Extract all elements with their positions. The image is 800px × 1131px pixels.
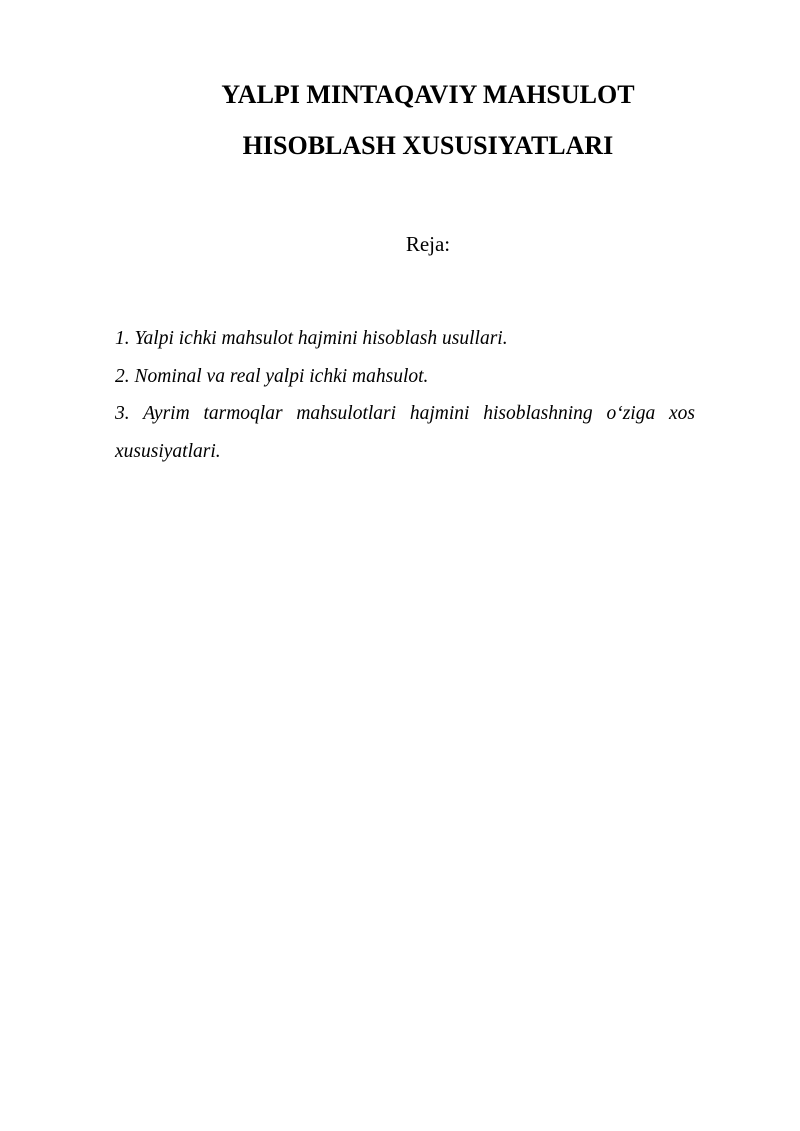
plan-item: 3. Ayrim tarmoqlar mahsulotlari hajmini hisoblashning o‘ziga xos xususiyatlari. [115,403,695,462]
document-title-line-1: YALPI MINTAQAVIY MAHSULOT [221,80,635,109]
plan-item: 1. Yalpi ichki mahsulot hajmini hisoblash usullari. [115,328,508,349]
plan-list [115,320,695,470]
document-title-line-2: HISOBLASH XUSUSIYATLARI [242,131,614,160]
plan-item: 2. Nominal va real yalpi ichki mahsulot. [115,365,429,387]
plan-heading: Reja: [405,232,451,256]
